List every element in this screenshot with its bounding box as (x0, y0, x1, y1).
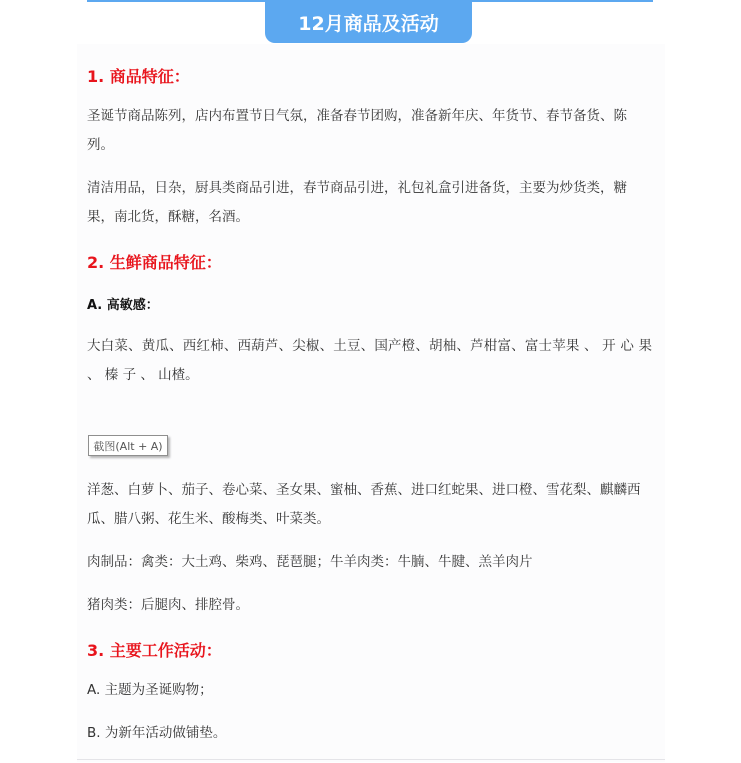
paragraph-holiday-display: 圣诞节商品陈列，店内布置节日气氛，准备春节团购，准备新年庆、年货节、春节备货、陈列。 (87, 108, 627, 153)
section-heading-fresh-features: 2. 生鲜商品特征： (87, 253, 222, 272)
subheading-high-sensitivity: A. 高敏感： (87, 298, 159, 313)
paragraph-pork-products: 猪肉类：后腿肉、排腔骨。 (87, 597, 249, 613)
screenshot-tooltip: 截图(Alt + A) (88, 435, 168, 456)
paragraph-product-intro: 清洁用品，日杂，厨具类商品引进，春节商品引进，礼包礼盒引进备货，主要为炒货类，糖果，南北货，酥糖，名酒。 (87, 180, 627, 225)
paragraph-meat-products: 肉制品：禽类：大土鸡、柴鸡、琵琶腿；牛羊肉类：牛腩、牛腱、羔羊肉片 (87, 554, 533, 570)
title-banner: 12月商品及活动 (265, 2, 472, 43)
section-heading-main-activities: 3. 主要工作活动： (87, 641, 222, 660)
activity-item-a: A. 主题为圣诞购物； (87, 682, 213, 698)
paragraph-fresh-list-2: 洋葱、白萝卜、茄子、卷心菜、圣女果、蜜柚、香蕉、进口红蛇果、进口橙、雪花梨、麒麟西瓜、腊八粥、花生米、酸梅类、叶菜类。 (87, 482, 641, 527)
activity-item-b: B. 为新年活动做铺垫。 (87, 725, 227, 741)
section-heading-product-features: 1. 商品特征： (87, 67, 190, 86)
paragraph-fresh-list-1: 大白菜、黄瓜、西红柿、西葫芦、尖椒、土豆、国产橙、胡柚、芦柑富、富士苹果 、 开 心 果 、 榛 子 、 山楂。 (87, 338, 652, 383)
bottom-divider (77, 759, 665, 760)
